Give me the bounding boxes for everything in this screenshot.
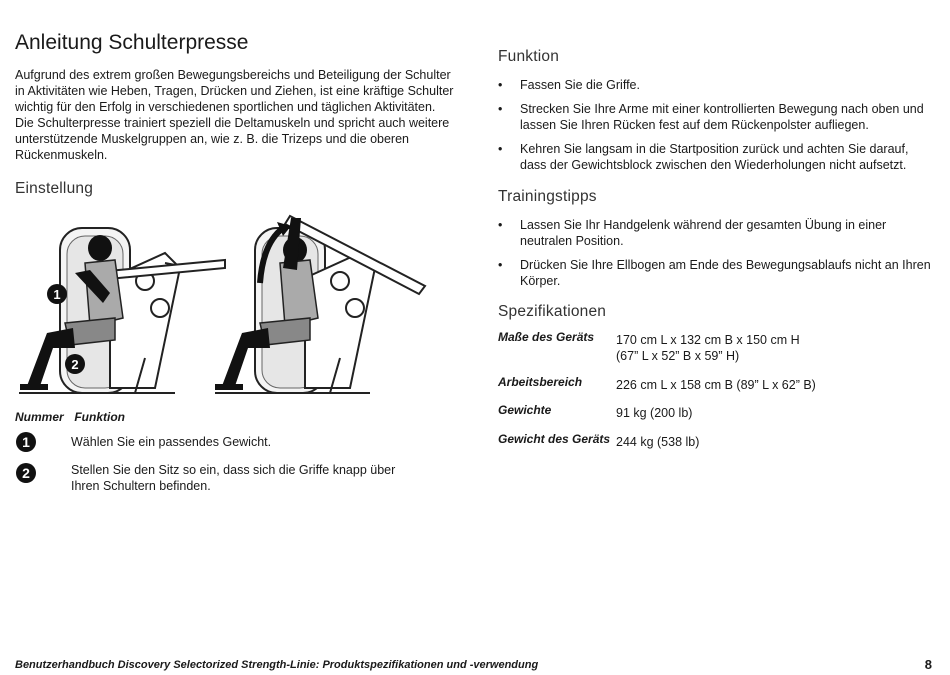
spec-label-workarea: Arbeitsbereich	[498, 375, 583, 389]
bullet-icon: •	[498, 102, 503, 116]
step-2-badge: 2	[16, 463, 36, 483]
bullet-icon: •	[498, 218, 503, 232]
step-1-badge: 1	[16, 432, 36, 452]
spec-value-weights: 91 kg (200 lb)	[616, 406, 693, 420]
step-2-text: Stellen Sie den Sitz so ein, dass sich die Griffe knapp über Ihren Schultern befinden.	[71, 463, 396, 493]
spec-value-dimensions: 170 cm L x 132 cm B x 150 cm H (67” L x 52” B x 59” H)	[616, 333, 800, 363]
list-item: • Drücken Sie Ihre Ellbogen am Ende des Bewegungsablaufs nicht an Ihren Körper.	[498, 258, 931, 288]
spec-value-machine-weight: 244 kg (538 lb)	[616, 435, 700, 449]
step-1-text: Wählen Sie ein passendes Gewicht.	[71, 435, 272, 449]
col-number-header: Nummer	[15, 410, 64, 424]
list-item: • Kehren Sie langsam in die Startposition zurück und achten Sie darauf, dass der Gewichtsblock zwischen den Wiederholungen nicht aufsetzt.	[498, 142, 909, 172]
bullet-icon: •	[498, 78, 503, 92]
spec-value-workarea: 226 cm L x 158 cm B (89” L x 62” B)	[616, 378, 816, 392]
settings-table-header	[15, 410, 125, 424]
machine-end-position	[215, 216, 425, 393]
intro-paragraph: Aufgrund des extrem großen Bewegungsbereichs und Beteiligung der Schulter in Aktivitäten wie Heben, Tragen, Drücken und Ziehen, ist eine kräftige Schulter wichtig für den Erfolg in verschiedenen sportlichen und täglichen Aktivitäten. Die Schulterpresse trainiert speziell die Deltamuskeln und spricht auch weitere unterstützende Muskelgruppen an, wie z. B. die Trizeps und die oberen Rückenmuskeln.	[15, 68, 454, 162]
shoulder-press-illustration	[15, 208, 435, 403]
page-footer: Benutzerhandbuch Discovery Selectorized Strength-Linie: Produktspezifikationen und -verwendung	[15, 659, 539, 671]
spec-label-weights: Gewichte	[498, 403, 552, 417]
page-number: 8	[924, 657, 932, 672]
tipps-heading: Trainingstipps	[498, 188, 597, 205]
specs-heading: Spezifikationen	[498, 303, 607, 320]
funktion-heading: Funktion	[498, 48, 560, 65]
col-function-header: Funktion	[74, 410, 125, 424]
einstellung-heading: Einstellung	[15, 180, 94, 197]
bullet-icon: •	[498, 258, 503, 272]
bullet-icon: •	[498, 142, 503, 156]
marker-2-label: 2	[71, 357, 79, 372]
list-item: • Fassen Sie die Griffe.	[498, 78, 640, 92]
page-title: Anleitung Schulterpresse	[15, 31, 249, 54]
spec-label-dimensions: Maße des Geräts	[498, 330, 595, 344]
tipps-list	[498, 217, 938, 297]
marker-1-label: 1	[53, 287, 61, 302]
spec-label-machine-weight: Gewicht des Geräts	[498, 432, 611, 446]
funktion-list	[498, 77, 938, 181]
list-item: • Lassen Sie Ihr Handgelenk während der gesamten Übung in einer neutralen Position.	[498, 218, 887, 248]
list-item: • Strecken Sie Ihre Arme mit einer kontrollierten Bewegung nach oben und lassen Sie Ihren Rücken fest auf dem Rückenpolster aufliegen.	[498, 102, 924, 132]
